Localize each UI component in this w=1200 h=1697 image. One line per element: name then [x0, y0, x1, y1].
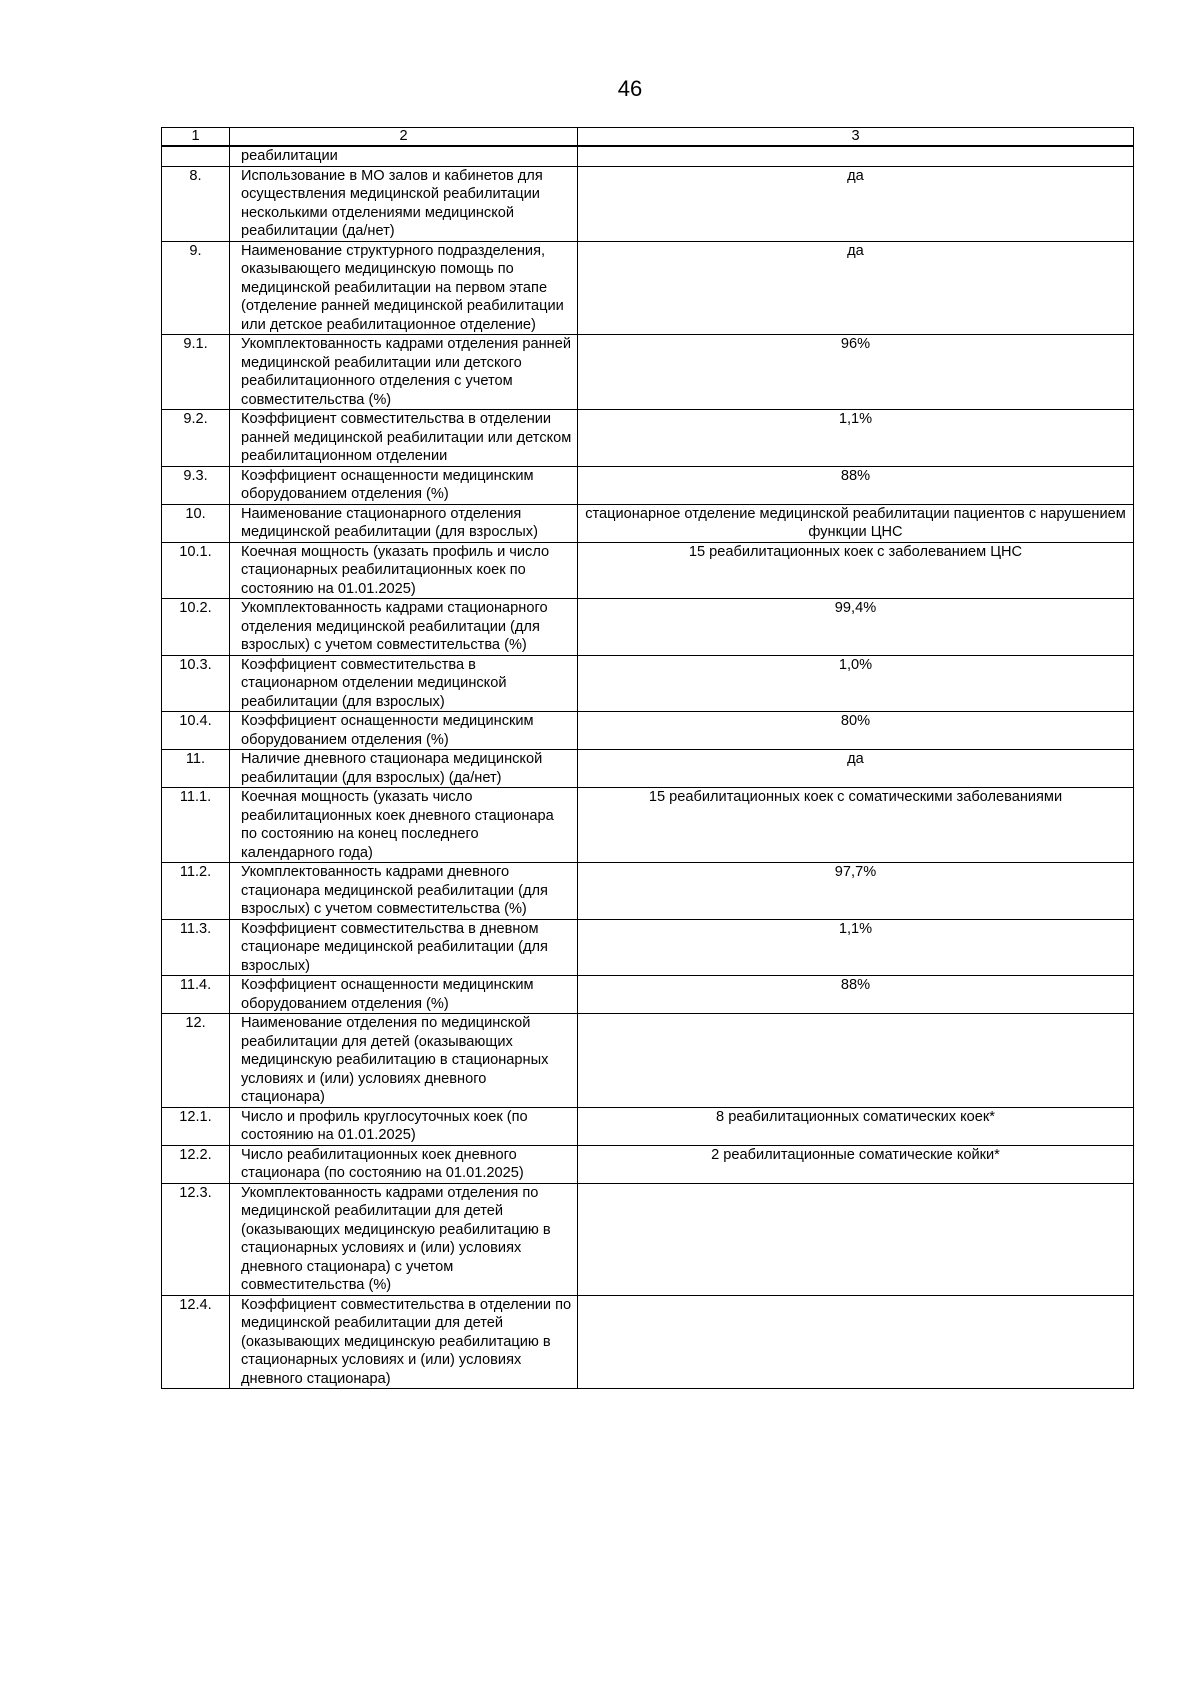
row-number-cell: 9.2. — [162, 410, 230, 467]
row-description-cell: Использование в МО залов и кабинетов для осуществления медицинской реабилитации несколькими отделениями медицинской реабилитации (да/нет) — [230, 166, 578, 241]
row-description-cell: реабилитации — [230, 146, 578, 166]
row-value-cell: 96% — [578, 335, 1134, 410]
row-description-cell: Число и профиль круглосуточных коек (по состоянию на 01.01.2025) — [230, 1107, 578, 1145]
row-description-cell: Коэффициент совместительства в стационарном отделении медицинской реабилитации (для взрослых) — [230, 655, 578, 712]
row-description-cell: Коэффициент оснащенности медицинским оборудованием отделения (%) — [230, 976, 578, 1014]
row-value-cell: 80% — [578, 712, 1134, 750]
row-description-cell: Коечная мощность (указать профиль и число стационарных реабилитационных коек по состоянию на 01.01.2025) — [230, 542, 578, 599]
table-row — [162, 146, 1134, 166]
row-number-cell: 8. — [162, 166, 230, 241]
table-row — [162, 241, 1134, 335]
row-value-cell: 1,0% — [578, 655, 1134, 712]
table-row — [162, 655, 1134, 712]
row-description-cell: Наименование отделения по медицинской реабилитации для детей (оказывающих медицинскую реабилитацию в стационарных условиях и (или) условиях дневного стационара) — [230, 1014, 578, 1108]
row-value-cell — [578, 1183, 1134, 1295]
table-row — [162, 335, 1134, 410]
row-value-cell: 2 реабилитационные соматические койки* — [578, 1145, 1134, 1183]
table-row — [162, 712, 1134, 750]
row-number-cell: 11.2. — [162, 863, 230, 920]
row-number-cell: 9.3. — [162, 466, 230, 504]
row-number-cell: 9. — [162, 241, 230, 335]
row-description-cell: Наименование структурного подразделения, оказывающего медицинскую помощь по медицинской реабилитации на первом этапе (отделение ранней медицинской реабилитации или детское реабилитационное отделение) — [230, 241, 578, 335]
page-number: 46 — [617, 76, 643, 101]
table-row — [162, 542, 1134, 599]
row-description-cell: Коечная мощность (указать число реабилитационных коек дневного стационара по состоянию на конец последнего календарного года) — [230, 788, 578, 863]
table-row — [162, 788, 1134, 863]
row-number-cell: 10.3. — [162, 655, 230, 712]
row-value-cell: 97,7% — [578, 863, 1134, 920]
header-cell-1: 1 — [162, 128, 230, 147]
row-value-cell: 88% — [578, 976, 1134, 1014]
row-description-cell: Укомплектованность кадрами стационарного отделения медицинской реабилитации (для взрослых) с учетом совместительства (%) — [230, 599, 578, 656]
row-value-cell: 15 реабилитационных коек с заболеванием ЦНС — [578, 542, 1134, 599]
table-row — [162, 1145, 1134, 1183]
row-description-cell: Коэффициент совместительства в дневном стационаре медицинской реабилитации (для взрослых) — [230, 919, 578, 976]
row-number-cell: 12.2. — [162, 1145, 230, 1183]
table-row — [162, 1107, 1134, 1145]
row-value-cell — [578, 1295, 1134, 1389]
table-row — [162, 1295, 1134, 1389]
table-row — [162, 976, 1134, 1014]
table-row — [162, 750, 1134, 788]
table-row — [162, 919, 1134, 976]
row-value-cell: 8 реабилитационных соматических коек* — [578, 1107, 1134, 1145]
row-value-cell: да — [578, 241, 1134, 335]
row-number-cell: 10.2. — [162, 599, 230, 656]
table-row — [162, 1014, 1134, 1108]
table-row — [162, 1183, 1134, 1295]
row-number-cell: 10.1. — [162, 542, 230, 599]
row-description-cell: Число реабилитационных коек дневного стационара (по состоянию на 01.01.2025) — [230, 1145, 578, 1183]
row-description-cell: Наличие дневного стационара медицинской реабилитации (для взрослых) (да/нет) — [230, 750, 578, 788]
row-number-cell: 12. — [162, 1014, 230, 1108]
row-number-cell — [162, 146, 230, 166]
row-number-cell: 10. — [162, 504, 230, 542]
row-value-cell: 1,1% — [578, 410, 1134, 467]
row-description-cell: Укомплектованность кадрами дневного стационара медицинской реабилитации (для взрослых) с учетом совместительства (%) — [230, 863, 578, 920]
row-description-cell: Коэффициент совместительства в отделении по медицинской реабилитации для детей (оказывающих медицинскую реабилитацию в стационарных условиях и (или) условиях дневного стационара) — [230, 1295, 578, 1389]
row-number-cell: 11.4. — [162, 976, 230, 1014]
row-value-cell: да — [578, 166, 1134, 241]
row-number-cell: 11.3. — [162, 919, 230, 976]
row-value-cell: 88% — [578, 466, 1134, 504]
table-row — [162, 410, 1134, 467]
row-description-cell: Укомплектованность кадрами отделения ранней медицинской реабилитации или детского реабилитационного отделения с учетом совместительства (%) — [230, 335, 578, 410]
row-description-cell: Наименование стационарного отделения медицинской реабилитации (для взрослых) — [230, 504, 578, 542]
row-number-cell: 9.1. — [162, 335, 230, 410]
table-row — [162, 466, 1134, 504]
row-value-cell: да — [578, 750, 1134, 788]
row-value-cell — [578, 146, 1134, 166]
header-cell-3: 3 — [578, 128, 1134, 147]
table-row — [162, 166, 1134, 241]
row-description-cell: Коэффициент оснащенности медицинским оборудованием отделения (%) — [230, 466, 578, 504]
row-value-cell: 1,1% — [578, 919, 1134, 976]
row-number-cell: 12.3. — [162, 1183, 230, 1295]
row-number-cell: 11. — [162, 750, 230, 788]
row-description-cell: Укомплектованность кадрами отделения по медицинской реабилитации для детей (оказывающих медицинскую реабилитацию в стационарных условиях и (или) условиях дневного стационара) с учетом совместительства (%) — [230, 1183, 578, 1295]
row-number-cell: 10.4. — [162, 712, 230, 750]
table-row — [162, 504, 1134, 542]
row-description-cell: Коэффициент оснащенности медицинским оборудованием отделения (%) — [230, 712, 578, 750]
indicators-table — [161, 127, 1134, 1389]
row-value-cell: стационарное отделение медицинской реабилитации пациентов с нарушением функции ЦНС — [578, 504, 1134, 542]
row-value-cell: 99,4% — [578, 599, 1134, 656]
row-number-cell: 12.4. — [162, 1295, 230, 1389]
row-description-cell: Коэффициент совместительства в отделении ранней медицинской реабилитации или детском реабилитационном отделении — [230, 410, 578, 467]
table-header-row — [162, 128, 1134, 147]
table-row — [162, 863, 1134, 920]
row-number-cell: 12.1. — [162, 1107, 230, 1145]
row-number-cell: 11.1. — [162, 788, 230, 863]
row-value-cell — [578, 1014, 1134, 1108]
header-cell-2: 2 — [230, 128, 578, 147]
table-row — [162, 599, 1134, 656]
row-value-cell: 15 реабилитационных коек с соматическими заболеваниями — [578, 788, 1134, 863]
